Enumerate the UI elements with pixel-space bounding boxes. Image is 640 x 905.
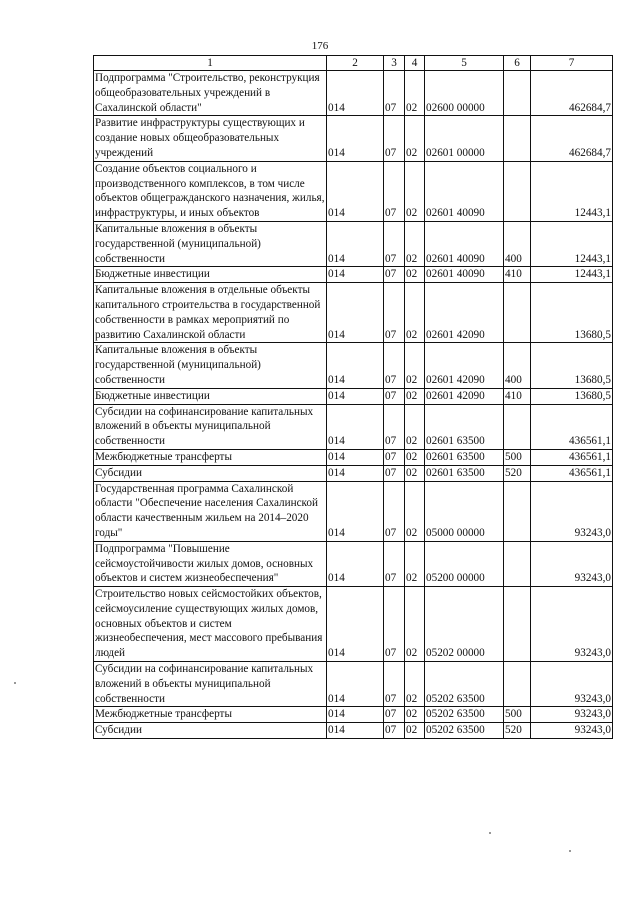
- scan-speck: [569, 850, 571, 852]
- row-amount-cell: 462684,7: [531, 71, 613, 116]
- row-amount-cell: 13680,5: [531, 343, 613, 388]
- row-subsection-cell: 02: [405, 587, 425, 662]
- row-target-cell: 02601 40090: [425, 267, 504, 283]
- row-subsection-cell: 02: [405, 449, 425, 465]
- row-target-cell: 02601 42090: [425, 283, 504, 343]
- row-name-cell: Бюджетные инвестиции: [94, 388, 327, 404]
- page-number: 176: [311, 40, 329, 52]
- row-expense-type-cell: [504, 541, 531, 586]
- table-row: [94, 465, 613, 481]
- header-cell-5: 5: [425, 56, 504, 71]
- row-target-cell: 02601 63500: [425, 465, 504, 481]
- row-expense-type-cell: 520: [504, 723, 531, 739]
- row-subsection-cell: 02: [405, 267, 425, 283]
- row-code-cell: 014: [327, 723, 384, 739]
- row-section-cell: 07: [384, 71, 405, 116]
- row-subsection-cell: 02: [405, 71, 425, 116]
- row-name-cell: Государственная программа Сахалинской области "Обеспечение населения Сахалинской области качественным жильем на 2014–2020 годы": [94, 481, 327, 541]
- table-row: [94, 283, 613, 343]
- row-expense-type-cell: [504, 283, 531, 343]
- row-section-cell: 07: [384, 587, 405, 662]
- row-amount-cell: 13680,5: [531, 388, 613, 404]
- row-expense-type-cell: 410: [504, 388, 531, 404]
- row-name-cell: Подпрограмма "Строительство, реконструкция общеобразовательных учреждений в Сахалинской области": [94, 71, 327, 116]
- row-expense-type-cell: [504, 161, 531, 221]
- row-name-cell: Межбюджетные трансферты: [94, 449, 327, 465]
- table-row: [94, 267, 613, 283]
- table-row: [94, 221, 613, 266]
- row-amount-cell: 436561,1: [531, 449, 613, 465]
- table-row: [94, 449, 613, 465]
- row-subsection-cell: 02: [405, 541, 425, 586]
- row-section-cell: 07: [384, 481, 405, 541]
- row-code-cell: 014: [327, 388, 384, 404]
- row-expense-type-cell: [504, 404, 531, 449]
- row-subsection-cell: 02: [405, 707, 425, 723]
- row-code-cell: 014: [327, 267, 384, 283]
- row-section-cell: 07: [384, 707, 405, 723]
- row-target-cell: 02601 40090: [425, 221, 504, 266]
- table-row: [94, 723, 613, 739]
- scan-speck: [489, 832, 491, 834]
- row-target-cell: 02601 63500: [425, 404, 504, 449]
- row-code-cell: 014: [327, 481, 384, 541]
- row-expense-type-cell: 410: [504, 267, 531, 283]
- header-cell-7: 7: [531, 56, 613, 71]
- row-code-cell: 014: [327, 404, 384, 449]
- row-subsection-cell: 02: [405, 723, 425, 739]
- row-expense-type-cell: [504, 662, 531, 707]
- row-expense-type-cell: [504, 481, 531, 541]
- row-amount-cell: 436561,1: [531, 404, 613, 449]
- row-code-cell: 014: [327, 707, 384, 723]
- row-section-cell: 07: [384, 116, 405, 161]
- table-row: [94, 116, 613, 161]
- row-expense-type-cell: [504, 587, 531, 662]
- row-name-cell: Развитие инфраструктуры существующих и создание новых общеобразовательных учреждений: [94, 116, 327, 161]
- row-code-cell: 014: [327, 465, 384, 481]
- header-cell-2: 2: [327, 56, 384, 71]
- row-expense-type-cell: [504, 71, 531, 116]
- row-name-cell: Бюджетные инвестиции: [94, 267, 327, 283]
- row-expense-type-cell: 400: [504, 343, 531, 388]
- row-name-cell: Межбюджетные трансферты: [94, 707, 327, 723]
- row-subsection-cell: 02: [405, 481, 425, 541]
- row-code-cell: 014: [327, 71, 384, 116]
- row-code-cell: 014: [327, 343, 384, 388]
- row-name-cell: Строительство новых сейсмостойких объектов, сейсмоусиление существующих жилых домов, основных объектов и систем жизнеобеспечения, мест массового пребывания людей: [94, 587, 327, 662]
- row-amount-cell: 12443,1: [531, 161, 613, 221]
- row-section-cell: 07: [384, 343, 405, 388]
- row-amount-cell: 12443,1: [531, 221, 613, 266]
- row-name-cell: Субсидии на софинансирование капитальных вложений в объекты муниципальной собственности: [94, 404, 327, 449]
- row-amount-cell: 12443,1: [531, 267, 613, 283]
- row-expense-type-cell: [504, 116, 531, 161]
- row-section-cell: 07: [384, 723, 405, 739]
- row-section-cell: 07: [384, 449, 405, 465]
- row-expense-type-cell: 520: [504, 465, 531, 481]
- row-section-cell: 07: [384, 662, 405, 707]
- header-cell-1: 1: [94, 56, 327, 71]
- table-row: [94, 662, 613, 707]
- row-target-cell: 02601 40090: [425, 161, 504, 221]
- row-code-cell: 014: [327, 221, 384, 266]
- row-name-cell: Капитальные вложения в объекты государственной (муниципальной) собственности: [94, 343, 327, 388]
- budget-table: [93, 55, 613, 739]
- row-section-cell: 07: [384, 388, 405, 404]
- row-code-cell: 014: [327, 541, 384, 586]
- row-name-cell: Капитальные вложения в отдельные объекты капитального строительства в государственной собственности в рамках мероприятий по развитию Сахалинской области: [94, 283, 327, 343]
- header-row: [94, 56, 613, 71]
- row-subsection-cell: 02: [405, 221, 425, 266]
- header-cell-3: 3: [384, 56, 405, 71]
- table-body: [94, 71, 613, 739]
- table-row: [94, 404, 613, 449]
- row-amount-cell: 93243,0: [531, 481, 613, 541]
- table-row: [94, 541, 613, 586]
- row-expense-type-cell: 500: [504, 449, 531, 465]
- scan-speck: [14, 682, 16, 684]
- row-subsection-cell: 02: [405, 404, 425, 449]
- row-amount-cell: 93243,0: [531, 723, 613, 739]
- row-target-cell: 02601 42090: [425, 343, 504, 388]
- row-target-cell: 05200 00000: [425, 541, 504, 586]
- row-subsection-cell: 02: [405, 662, 425, 707]
- row-expense-type-cell: 500: [504, 707, 531, 723]
- row-subsection-cell: 02: [405, 388, 425, 404]
- row-code-cell: 014: [327, 662, 384, 707]
- row-amount-cell: 436561,1: [531, 465, 613, 481]
- row-subsection-cell: 02: [405, 283, 425, 343]
- table-row: [94, 343, 613, 388]
- row-section-cell: 07: [384, 283, 405, 343]
- row-subsection-cell: 02: [405, 465, 425, 481]
- row-target-cell: 05202 63500: [425, 662, 504, 707]
- table-row: [94, 161, 613, 221]
- row-target-cell: 05202 63500: [425, 723, 504, 739]
- row-subsection-cell: 02: [405, 343, 425, 388]
- table-row: [94, 587, 613, 662]
- row-section-cell: 07: [384, 541, 405, 586]
- row-target-cell: 02601 00000: [425, 116, 504, 161]
- table-row: [94, 388, 613, 404]
- row-amount-cell: 462684,7: [531, 116, 613, 161]
- row-section-cell: 07: [384, 267, 405, 283]
- row-amount-cell: 13680,5: [531, 283, 613, 343]
- row-amount-cell: 93243,0: [531, 662, 613, 707]
- row-expense-type-cell: 400: [504, 221, 531, 266]
- header-cell-4: 4: [405, 56, 425, 71]
- row-section-cell: 07: [384, 404, 405, 449]
- row-section-cell: 07: [384, 221, 405, 266]
- table-row: [94, 71, 613, 116]
- row-section-cell: 07: [384, 161, 405, 221]
- row-name-cell: Субсидии: [94, 465, 327, 481]
- row-code-cell: 014: [327, 116, 384, 161]
- row-name-cell: Подпрограмма "Повышение сейсмоустойчивости жилых домов, основных объектов и систем жизнеобеспечения": [94, 541, 327, 586]
- row-target-cell: 05202 63500: [425, 707, 504, 723]
- row-target-cell: 05000 00000: [425, 481, 504, 541]
- table-row: [94, 707, 613, 723]
- row-code-cell: 014: [327, 283, 384, 343]
- row-amount-cell: 93243,0: [531, 587, 613, 662]
- row-target-cell: 05202 00000: [425, 587, 504, 662]
- row-section-cell: 07: [384, 465, 405, 481]
- row-amount-cell: 93243,0: [531, 541, 613, 586]
- row-code-cell: 014: [327, 587, 384, 662]
- row-subsection-cell: 02: [405, 161, 425, 221]
- header-cell-6: 6: [504, 56, 531, 71]
- row-name-cell: Субсидии на софинансирование капитальных вложений в объекты муниципальной собственности: [94, 662, 327, 707]
- row-target-cell: 02601 63500: [425, 449, 504, 465]
- row-name-cell: Субсидии: [94, 723, 327, 739]
- row-subsection-cell: 02: [405, 116, 425, 161]
- row-target-cell: 02601 42090: [425, 388, 504, 404]
- row-name-cell: Капитальные вложения в объекты государственной (муниципальной) собственности: [94, 221, 327, 266]
- row-amount-cell: 93243,0: [531, 707, 613, 723]
- row-code-cell: 014: [327, 161, 384, 221]
- table-row: [94, 481, 613, 541]
- row-code-cell: 014: [327, 449, 384, 465]
- row-target-cell: 02600 00000: [425, 71, 504, 116]
- row-name-cell: Создание объектов социального и производственного комплексов, в том числе объектов общегражданского назначения, жилья, инфраструктуры, и иных объектов: [94, 161, 327, 221]
